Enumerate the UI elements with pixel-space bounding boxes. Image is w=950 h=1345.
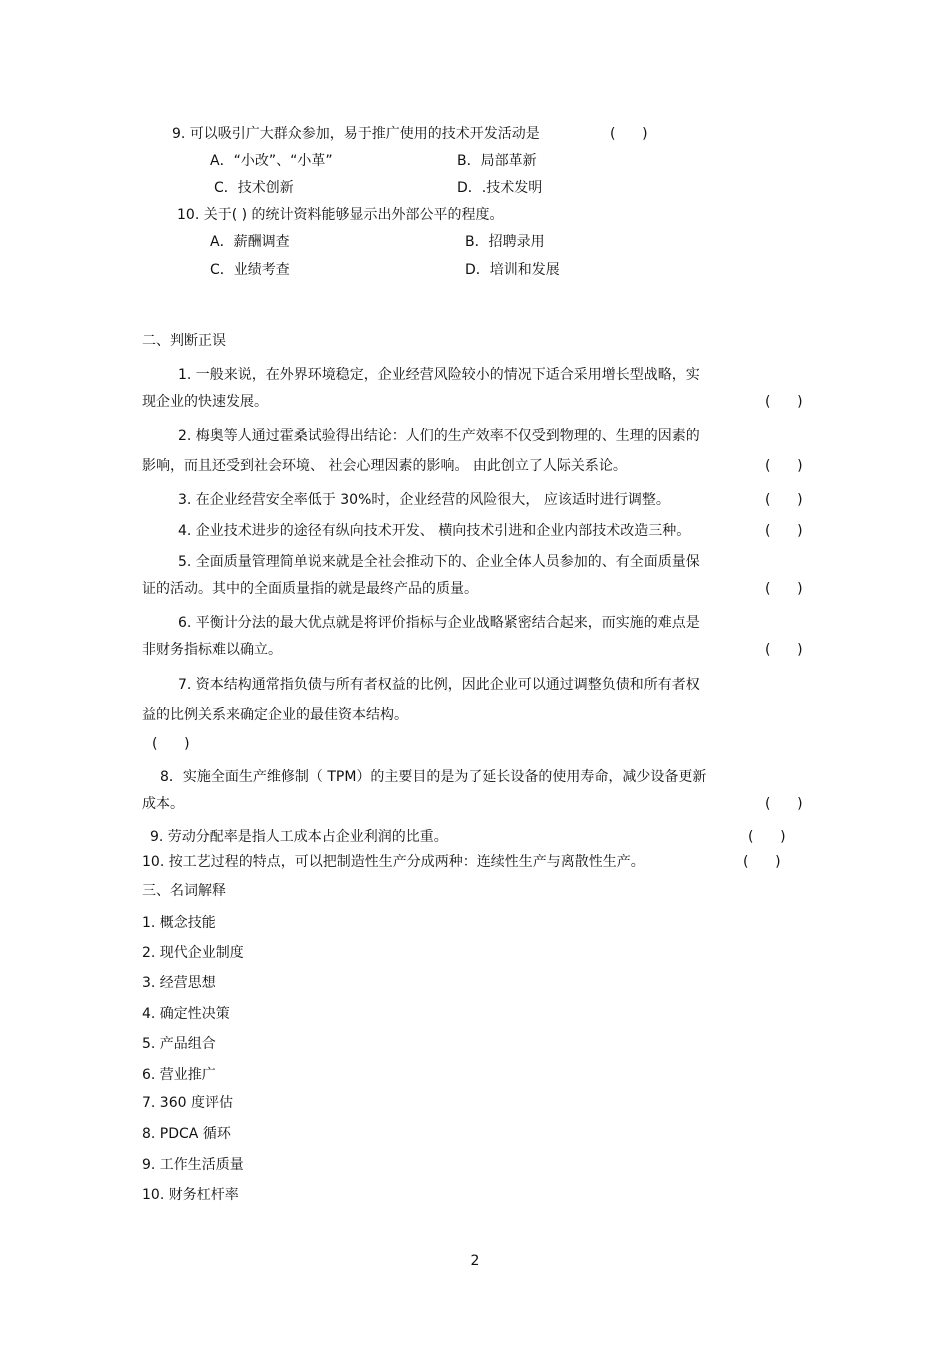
mc-q9-option-b: B．局部革新 bbox=[457, 153, 537, 169]
tf-question-2-bracket: ( ) bbox=[765, 458, 803, 474]
tf-question-6-bracket: ( ) bbox=[765, 642, 803, 658]
tf-question-1-bracket: ( ) bbox=[765, 394, 803, 410]
tf-question-6-line-2: 非财务指标难以确立。 bbox=[142, 642, 282, 658]
section-heading-terms: 三、名词解释 bbox=[142, 883, 226, 899]
mc-q9-option-a: A．“小改”、“小革” bbox=[210, 153, 333, 169]
term-item: 8. PDCA 循环 bbox=[142, 1126, 231, 1142]
term-item: 2. 现代企业制度 bbox=[142, 945, 244, 961]
term-item: 4. 确定性决策 bbox=[142, 1006, 230, 1022]
tf-question-10-bracket: ( ) bbox=[743, 854, 781, 870]
mc-question-9: 9. 可以吸引广大群众参加，易于推广使用的技术开发活动是 bbox=[172, 126, 540, 142]
tf-question-3: 3. 在企业经营安全率低于 30%时，企业经营的风险很大， 应该适时进行调整。 bbox=[178, 492, 670, 508]
page-number: 2 bbox=[470, 1253, 480, 1269]
mc-question-10: 10. 关于( ) 的统计资料能够显示出外部公平的程度。 bbox=[177, 207, 504, 223]
tf-question-8-line-2: 成本。 bbox=[142, 796, 184, 812]
mc-question-9-bracket: ( ) bbox=[610, 126, 648, 142]
tf-question-6-line-1: 6. 平衡计分法的最大优点就是将评价指标与企业战略紧密结合起来，而实施的难点是 bbox=[178, 615, 700, 631]
tf-question-7-line-1: 7. 资本结构通常指负债与所有者权益的比例，因此企业可以通过调整负债和所有者权 bbox=[178, 677, 700, 693]
mc-q10-option-d: D．培训和发展 bbox=[465, 262, 560, 278]
mc-q10-option-b: B．招聘录用 bbox=[465, 234, 545, 250]
mc-q10-option-a: A．薪酬调查 bbox=[210, 234, 290, 250]
tf-question-9: 9. 劳动分配率是指人工成本占企业利润的比重。 bbox=[150, 829, 448, 845]
term-item: 6. 营业推广 bbox=[142, 1067, 216, 1083]
term-item: 10. 财务杠杆率 bbox=[142, 1187, 239, 1203]
mc-q10-option-c: C．业绩考查 bbox=[210, 262, 290, 278]
tf-question-1-line-2: 现企业的快速发展。 bbox=[142, 394, 268, 410]
tf-question-7-bracket: ( ) bbox=[152, 736, 190, 752]
tf-question-2-line-2: 影响，而且还受到社会环境、 社会心理因素的影响。 由此创立了人际关系论。 bbox=[142, 458, 627, 474]
term-item: 9. 工作生活质量 bbox=[142, 1157, 244, 1173]
tf-question-5-line-2: 证的活动。其中的全面质量指的就是最终产品的质量。 bbox=[142, 581, 478, 597]
term-item: 7. 360 度评估 bbox=[142, 1095, 233, 1111]
tf-question-4-bracket: ( ) bbox=[765, 523, 803, 539]
tf-question-5-bracket: ( ) bbox=[765, 581, 803, 597]
tf-question-1-line-1: 1. 一般来说，在外界环境稳定，企业经营风险较小的情况下适合采用增长型战略，实 bbox=[178, 367, 700, 383]
mc-q9-option-c: C．技术创新 bbox=[214, 180, 294, 196]
term-item: 5. 产品组合 bbox=[142, 1036, 216, 1052]
term-item: 3. 经营思想 bbox=[142, 975, 216, 991]
tf-question-8-bracket: ( ) bbox=[765, 796, 803, 812]
mc-q9-option-d: D．.技术发明 bbox=[457, 180, 543, 196]
tf-question-3-bracket: ( ) bbox=[765, 492, 803, 508]
tf-question-5-line-1: 5. 全面质量管理简单说来就是全社会推动下的、企业全体人员参加的、有全面质量保 bbox=[178, 554, 700, 570]
tf-question-2-line-1: 2. 梅奥等人通过霍桑试验得出结论：人们的生产效率不仅受到物理的、生理的因素的 bbox=[178, 428, 700, 444]
tf-question-9-bracket: ( ) bbox=[748, 829, 786, 845]
tf-question-10: 10. 按工艺过程的特点，可以把制造性生产分成两种：连续性生产与离散性生产。 bbox=[142, 854, 645, 870]
section-heading-true-false: 二、判断正误 bbox=[142, 333, 226, 349]
term-item: 1. 概念技能 bbox=[142, 915, 216, 931]
tf-question-8-line-1: 8．实施全面生产维修制（ TPM）的主要目的是为了延长设备的使用寿命，减少设备更新 bbox=[160, 769, 707, 785]
tf-question-4: 4. 企业技术进步的途径有纵向技术开发、 横向技术引进和企业内部技术改造三种。 bbox=[178, 523, 691, 539]
tf-question-7-line-2: 益的比例关系来确定企业的最佳资本结构。 bbox=[142, 707, 408, 723]
